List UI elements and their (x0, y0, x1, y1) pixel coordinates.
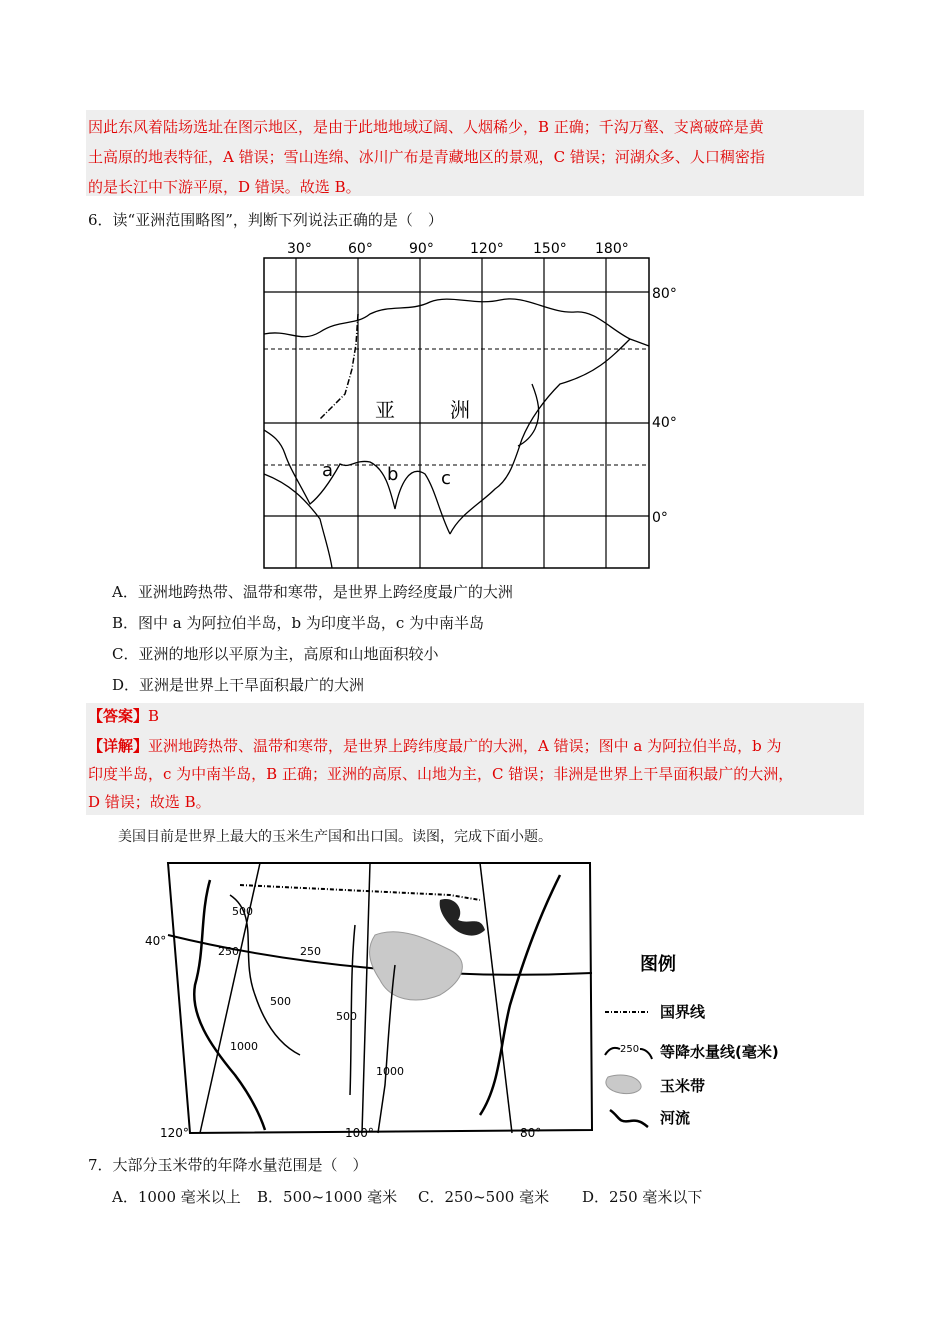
legend-isohyet-item (605, 1043, 779, 1061)
national-border (240, 885, 480, 900)
svg-text:玉米带: 玉米带 (660, 1077, 706, 1095)
iso-label: 500 (336, 1010, 357, 1023)
lon-100-label: 100° (345, 1126, 374, 1140)
q6-option-d[interactable]: D．亚洲是世界上干旱面积最广的大洲 (112, 676, 365, 694)
svg-text:250: 250 (620, 1044, 640, 1055)
q7-stem: 7．大部分玉米带的年降水量范围是（ ） (88, 1156, 368, 1174)
asia-label-1: 亚 (375, 398, 395, 422)
us-corn-map (140, 855, 860, 1145)
us-map-frame (168, 863, 592, 1133)
iso-label: 250 (300, 945, 321, 958)
q6-answer-box (86, 703, 864, 815)
legend-corn-item (606, 1075, 705, 1095)
q5-explanation-box (86, 110, 864, 196)
q6-option-c[interactable]: C．亚洲的地形以平原为主，高原和山地面积较小 (112, 645, 439, 663)
legend-river-item (610, 1109, 690, 1127)
iso-label: 500 (232, 905, 253, 918)
q6-explain-line: D 错误；故选 B。 (88, 793, 211, 811)
lon-80-label: 80° (520, 1126, 542, 1140)
q5-explain-line: 的是长江中下游平原，D 错误。故选 B。 (88, 178, 361, 196)
africa-coast (264, 474, 332, 568)
iso-label: 250 (218, 945, 239, 958)
explain-tag: 【详解】 (88, 737, 149, 755)
west-coast (194, 880, 265, 1130)
lat-label: 40° (652, 415, 677, 431)
answer-value: B (148, 707, 160, 725)
q6-explain-line: 【详解】亚洲地跨热带、温带和寒带，是世界上跨纬度最广的大洲，A 错误；图中 a 为阿拉伯半岛，b 为 (88, 737, 782, 755)
peninsula-c-label: c (441, 468, 451, 489)
q6-option-b[interactable]: B．图中 a 为阿拉伯半岛，b 为印度半岛，c 为中南半岛 (112, 614, 485, 632)
lon-120-label: 120° (160, 1126, 189, 1140)
continent-boundary (320, 314, 358, 419)
east-coast (480, 875, 560, 1115)
lon-label: 120° (470, 241, 504, 257)
river-mississippi (378, 965, 395, 1133)
lon-label: 150° (533, 241, 567, 257)
q6-option-a[interactable]: A．亚洲地跨热带、温带和寒带，是世界上跨经度最广的大洲 (112, 583, 513, 601)
great-lakes (440, 899, 485, 936)
corn-belt (370, 932, 463, 1000)
asia-map (260, 234, 690, 574)
svg-text:国界线: 国界线 (660, 1003, 706, 1021)
lon-label: 30° (287, 241, 312, 257)
legend-title: 图例 (640, 954, 676, 975)
japan-islands (518, 384, 539, 446)
q7-option-a[interactable]: A．1000 毫米以上 (112, 1188, 241, 1206)
q7-option-d[interactable]: D．250 毫米以下 (582, 1188, 703, 1206)
q7-options (112, 1182, 812, 1212)
peninsula-a-label: a (322, 460, 334, 481)
lon-label: 90° (409, 241, 434, 257)
svg-text:河流: 河流 (660, 1109, 691, 1127)
lon-label: 180° (595, 241, 629, 257)
q6-answer-line (88, 701, 159, 732)
q7-option-c[interactable]: C．250~500 毫米 (418, 1188, 550, 1206)
lat-40-label: 40° (145, 934, 167, 948)
q6-explain-line: 印度半岛，c 为中南半岛，B 正确；亚洲的高原、山地为主，C 错误；非洲是世界上干旱面积最广的大洲， (88, 765, 794, 783)
q5-explain-line: 因此东风着陆场选址在图示地区，是由于此地地域辽阔、人烟稀少，B 正确；千沟万壑、支离破碎是黄 (88, 118, 764, 136)
us-intro: 美国目前是世界上最大的玉米生产国和出口国。读图，完成下面小题。 (118, 829, 552, 845)
lon-label: 60° (348, 241, 373, 257)
q7-option-b[interactable]: B．500~1000 毫米 (257, 1188, 398, 1206)
answer-tag: 【答案】 (88, 707, 149, 725)
peninsula-b-label: b (387, 464, 399, 485)
isohyet-500 (230, 895, 300, 1055)
iso-label: 1000 (376, 1065, 404, 1078)
q6-stem: 6．读“亚洲范围略图”，判断下列说法正确的是（ ） (88, 211, 443, 229)
svg-text:等降水量线(毫米): 等降水量线(毫米) (660, 1043, 779, 1061)
lat-label: 0° (652, 510, 668, 526)
q5-explain-line: 土高原的地表特征，A 错误；雪山连绵、冰川广布是青藏地区的景观，C 错误；河湖众多、人口稠密指 (88, 148, 765, 166)
iso-label: 500 (270, 995, 291, 1008)
lat-label: 80° (652, 286, 677, 302)
asia-label-2: 洲 (450, 398, 470, 422)
iso-label: 1000 (230, 1040, 258, 1053)
legend-border-item (605, 1003, 706, 1021)
